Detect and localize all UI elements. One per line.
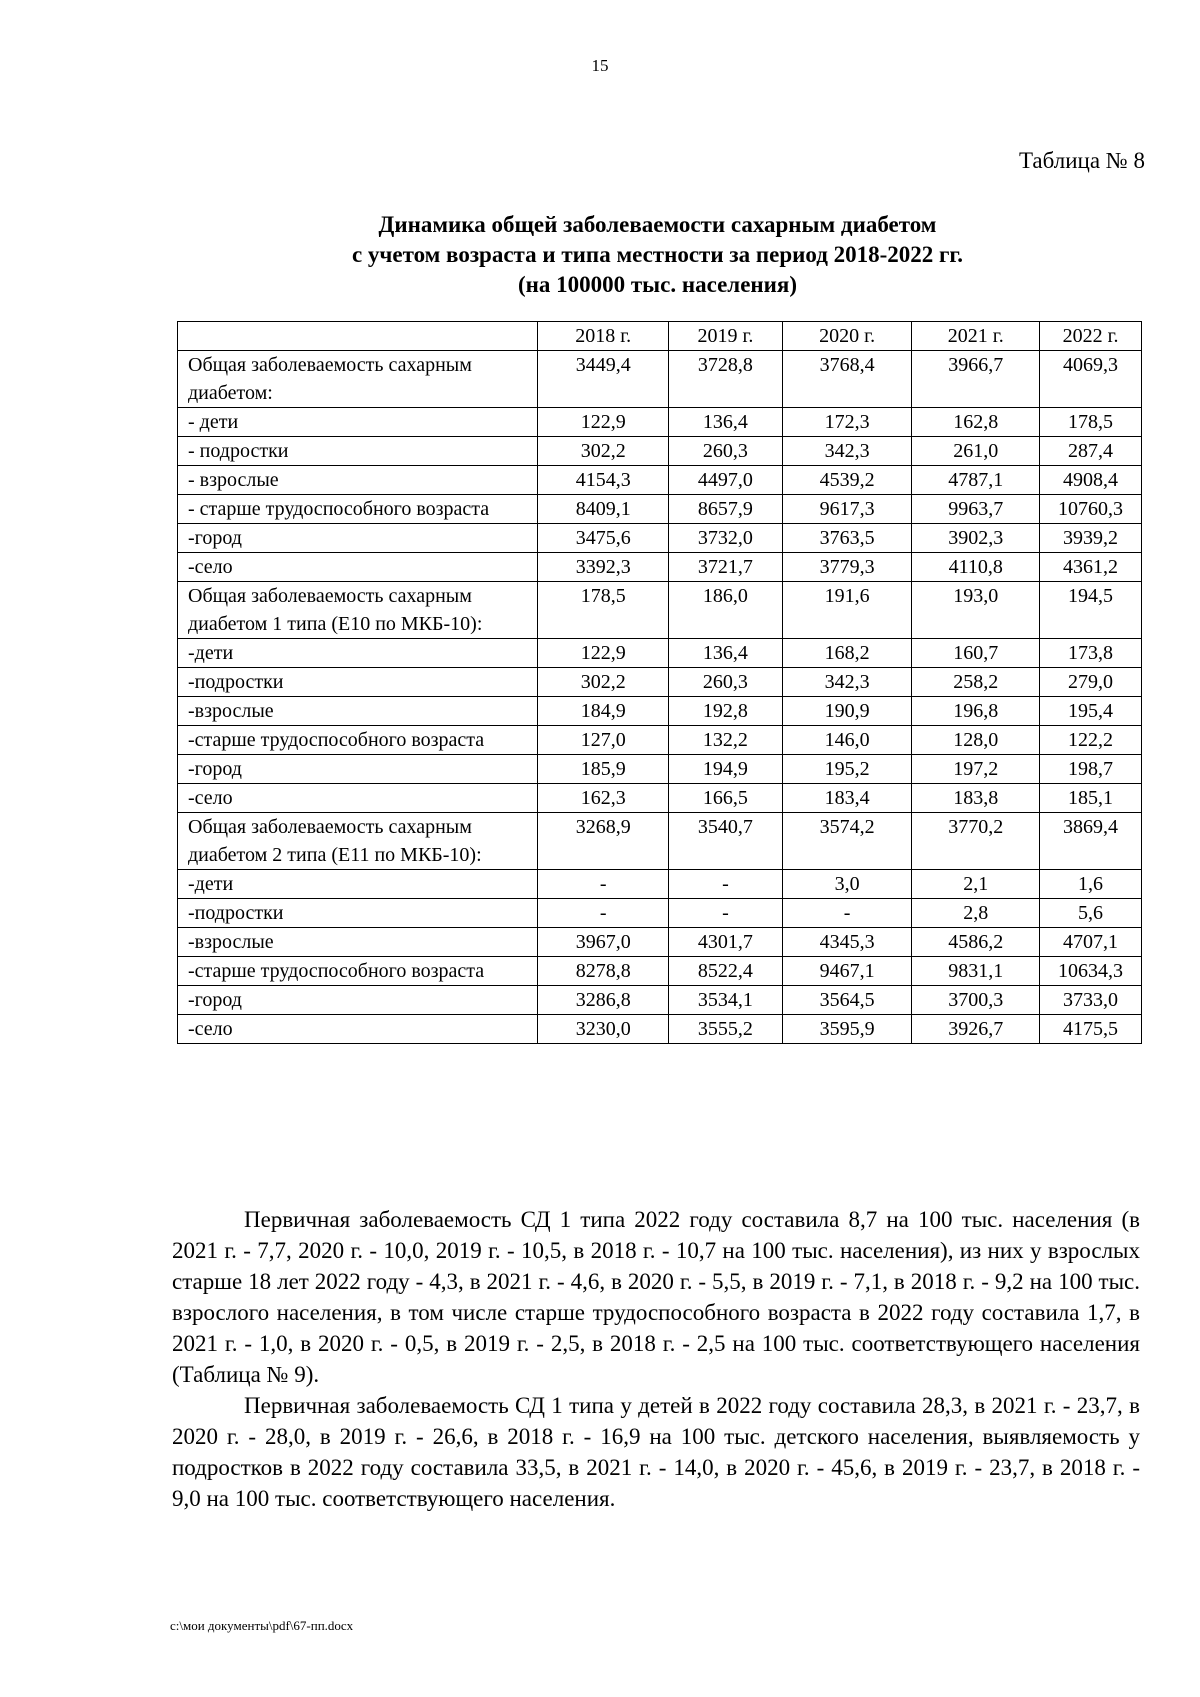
value-cell: 194,5 <box>1040 582 1142 639</box>
value-cell: 178,5 <box>1040 408 1142 437</box>
table-row <box>178 351 1142 408</box>
value-cell: 166,5 <box>669 784 783 813</box>
value-cell: 172,3 <box>782 408 912 437</box>
table-row <box>178 784 1142 813</box>
value-cell: 302,2 <box>538 437 669 466</box>
table-row <box>178 755 1142 784</box>
row-label: Общая заболеваемость сахарным диабетом 2 типа (Е11 по МКБ-10): <box>178 813 538 870</box>
value-cell: 4539,2 <box>782 466 912 495</box>
table-row <box>178 928 1142 957</box>
table-row <box>178 813 1142 870</box>
value-cell: 4069,3 <box>1040 351 1142 408</box>
table-row <box>178 408 1142 437</box>
value-cell: 4110,8 <box>912 553 1040 582</box>
header-cell-year: 2021 г. <box>912 322 1040 351</box>
row-label: -город <box>178 524 538 553</box>
value-cell: 122,9 <box>538 639 669 668</box>
table-row <box>178 582 1142 639</box>
value-cell: - <box>538 899 669 928</box>
table-row <box>178 957 1142 986</box>
value-cell: 3902,3 <box>912 524 1040 553</box>
table-row <box>178 466 1142 495</box>
value-cell: 3540,7 <box>669 813 783 870</box>
value-cell: - <box>782 899 912 928</box>
value-cell: 192,8 <box>669 697 783 726</box>
value-cell: 4154,3 <box>538 466 669 495</box>
value-cell: - <box>669 870 783 899</box>
value-cell: 122,9 <box>538 408 669 437</box>
value-cell: 3732,0 <box>669 524 783 553</box>
value-cell: 173,8 <box>1040 639 1142 668</box>
header-cell-empty <box>178 322 538 351</box>
value-cell: 3939,2 <box>1040 524 1142 553</box>
value-cell: 185,1 <box>1040 784 1142 813</box>
table-header-row <box>178 322 1142 351</box>
row-label: -взрослые <box>178 697 538 726</box>
value-cell: 4361,2 <box>1040 553 1142 582</box>
value-cell: 4497,0 <box>669 466 783 495</box>
value-cell: 10634,3 <box>1040 957 1142 986</box>
row-label: -село <box>178 1015 538 1044</box>
table-label: Таблица № 8 <box>1018 148 1145 173</box>
value-cell: 342,3 <box>782 437 912 466</box>
value-cell: 3534,1 <box>669 986 783 1015</box>
header-cell-year: 2022 г. <box>1040 322 1142 351</box>
row-label: -подростки <box>178 668 538 697</box>
incidence-table <box>177 321 1142 1044</box>
row-label: - взрослые <box>178 466 538 495</box>
value-cell: 197,2 <box>912 755 1040 784</box>
table-row <box>178 986 1142 1015</box>
header-cell-year: 2019 г. <box>669 322 783 351</box>
value-cell: 8657,9 <box>669 495 783 524</box>
body-text <box>172 1204 1140 1514</box>
value-cell: 302,2 <box>538 668 669 697</box>
paragraph: Первичная заболеваемость СД 1 типа у детей в 2022 году составила 28,3, в 2021 г. - 23,7, в 2020 г. - 28,0, в 2019 г. - 26,6, в 2018 г. - 16,9 на 100 тыс. детского населения, выявляемость у подростков в 2022 году составила 33,5, в 2021 г. - 14,0, в 2020 г. - 45,6, в 2019 г. - 23,7, в 2018 г. - 9,0 на 100 тыс. соответствующего населения. <box>172 1393 1140 1511</box>
row-label: Общая заболеваемость сахарным диабетом 1 типа (Е10 по МКБ-10): <box>178 582 538 639</box>
value-cell: 287,4 <box>1040 437 1142 466</box>
value-cell: 8409,1 <box>538 495 669 524</box>
value-cell: 3,0 <box>782 870 912 899</box>
value-cell: 9467,1 <box>782 957 912 986</box>
value-cell: 185,9 <box>538 755 669 784</box>
value-cell: 3700,3 <box>912 986 1040 1015</box>
value-cell: 9963,7 <box>912 495 1040 524</box>
value-cell: 3392,3 <box>538 553 669 582</box>
table-row <box>178 1015 1142 1044</box>
value-cell: 3779,3 <box>782 553 912 582</box>
value-cell: 3286,8 <box>538 986 669 1015</box>
value-cell: 3966,7 <box>912 351 1040 408</box>
value-cell: 1,6 <box>1040 870 1142 899</box>
table-row <box>178 726 1142 755</box>
page-number: 15 <box>591 56 609 75</box>
value-cell: 9617,3 <box>782 495 912 524</box>
value-cell: 3595,9 <box>782 1015 912 1044</box>
row-label: -подростки <box>178 899 538 928</box>
value-cell: 193,0 <box>912 582 1040 639</box>
value-cell: 3733,0 <box>1040 986 1142 1015</box>
row-label: -дети <box>178 870 538 899</box>
value-cell: 3564,5 <box>782 986 912 1015</box>
value-cell: 4908,4 <box>1040 466 1142 495</box>
value-cell: 132,2 <box>669 726 783 755</box>
value-cell: 260,3 <box>669 668 783 697</box>
table-row <box>178 495 1142 524</box>
value-cell: 190,9 <box>782 697 912 726</box>
table-row <box>178 697 1142 726</box>
value-cell: 3574,2 <box>782 813 912 870</box>
value-cell: 128,0 <box>912 726 1040 755</box>
value-cell: 195,2 <box>782 755 912 784</box>
value-cell: 127,0 <box>538 726 669 755</box>
row-label: -взрослые <box>178 928 538 957</box>
row-label: -дети <box>178 639 538 668</box>
value-cell: 162,3 <box>538 784 669 813</box>
table-title <box>175 210 1140 300</box>
value-cell: 3230,0 <box>538 1015 669 1044</box>
value-cell: 3967,0 <box>538 928 669 957</box>
value-cell: - <box>669 899 783 928</box>
value-cell: 4345,3 <box>782 928 912 957</box>
value-cell: 184,9 <box>538 697 669 726</box>
row-label: - старше трудоспособного возраста <box>178 495 538 524</box>
paragraph: Первичная заболеваемость СД 1 типа 2022 году составила 8,7 на 100 тыс. населения (в 2021 г. - 7,7, 2020 г. - 10,0, 2019 г. - 10,5, в 2018 г. - 10,7 на 100 тыс. населения), из них у взрослых старше 18 лет 2022 году - 4,3, в 2021 г. - 4,6, в 2020 г. - 5,5, в 2019 г. - 7,1, в 2018 г. - 9,2 на 100 тыс. взрослого населения, в том числе старше трудоспособного возраста в 2022 году составила 1,7, в 2021 г. - 1,0, в 2020 г. - 0,5, в 2019 г. - 2,5, в 2018 г. - 2,5 на 100 тыс. соответствующего населения (Таблица № 9). <box>172 1207 1140 1387</box>
row-label: - подростки <box>178 437 538 466</box>
value-cell: 4707,1 <box>1040 928 1142 957</box>
value-cell: 10760,3 <box>1040 495 1142 524</box>
row-label: -село <box>178 784 538 813</box>
title-line: Динамика общей заболеваемости сахарным диабетом <box>378 212 937 237</box>
value-cell: 186,0 <box>669 582 783 639</box>
value-cell: 3555,2 <box>669 1015 783 1044</box>
row-label: -город <box>178 986 538 1015</box>
value-cell: 162,8 <box>912 408 1040 437</box>
table-row <box>178 899 1142 928</box>
value-cell: 260,3 <box>669 437 783 466</box>
row-label: - дети <box>178 408 538 437</box>
value-cell: 198,7 <box>1040 755 1142 784</box>
value-cell: 196,8 <box>912 697 1040 726</box>
footer-file-path: c:\мои документы\pdf\67-пп.docx <box>170 1618 354 1633</box>
value-cell: 8278,8 <box>538 957 669 986</box>
table-row <box>178 639 1142 668</box>
row-label: Общая заболеваемость сахарным диабетом: <box>178 351 538 408</box>
row-label: -село <box>178 553 538 582</box>
value-cell: 8522,4 <box>669 957 783 986</box>
value-cell: 4301,7 <box>669 928 783 957</box>
row-label: -старше трудоспособного возраста <box>178 726 538 755</box>
row-label: -город <box>178 755 538 784</box>
value-cell: 122,2 <box>1040 726 1142 755</box>
value-cell: 279,0 <box>1040 668 1142 697</box>
value-cell: 4175,5 <box>1040 1015 1142 1044</box>
value-cell: 183,8 <box>912 784 1040 813</box>
header-cell-year: 2020 г. <box>782 322 912 351</box>
table-row <box>178 668 1142 697</box>
value-cell: 160,7 <box>912 639 1040 668</box>
title-line: (на 100000 тыс. населения) <box>517 272 798 297</box>
value-cell: 261,0 <box>912 437 1040 466</box>
value-cell: 2,1 <box>912 870 1040 899</box>
value-cell: 3721,7 <box>669 553 783 582</box>
value-cell: 194,9 <box>669 755 783 784</box>
value-cell: 4586,2 <box>912 928 1040 957</box>
value-cell: 3869,4 <box>1040 813 1142 870</box>
table-row <box>178 437 1142 466</box>
value-cell: 136,4 <box>669 408 783 437</box>
value-cell: 3475,6 <box>538 524 669 553</box>
value-cell: 258,2 <box>912 668 1040 697</box>
value-cell: 342,3 <box>782 668 912 697</box>
value-cell: 3728,8 <box>669 351 783 408</box>
value-cell: 9831,1 <box>912 957 1040 986</box>
value-cell: 146,0 <box>782 726 912 755</box>
value-cell: 136,4 <box>669 639 783 668</box>
value-cell: 3449,4 <box>538 351 669 408</box>
value-cell: 3768,4 <box>782 351 912 408</box>
value-cell: 4787,1 <box>912 466 1040 495</box>
value-cell: 183,4 <box>782 784 912 813</box>
value-cell: 195,4 <box>1040 697 1142 726</box>
value-cell: - <box>538 870 669 899</box>
value-cell: 3926,7 <box>912 1015 1040 1044</box>
table-row <box>178 524 1142 553</box>
value-cell: 178,5 <box>538 582 669 639</box>
header-cell-year: 2018 г. <box>538 322 669 351</box>
value-cell: 3770,2 <box>912 813 1040 870</box>
value-cell: 191,6 <box>782 582 912 639</box>
table-row <box>178 870 1142 899</box>
table-row <box>178 553 1142 582</box>
row-label: -старше трудоспособного возраста <box>178 957 538 986</box>
value-cell: 3268,9 <box>538 813 669 870</box>
value-cell: 5,6 <box>1040 899 1142 928</box>
value-cell: 2,8 <box>912 899 1040 928</box>
value-cell: 168,2 <box>782 639 912 668</box>
title-line: с учетом возраста и типа местности за период 2018-2022 гг. <box>351 242 964 267</box>
value-cell: 3763,5 <box>782 524 912 553</box>
